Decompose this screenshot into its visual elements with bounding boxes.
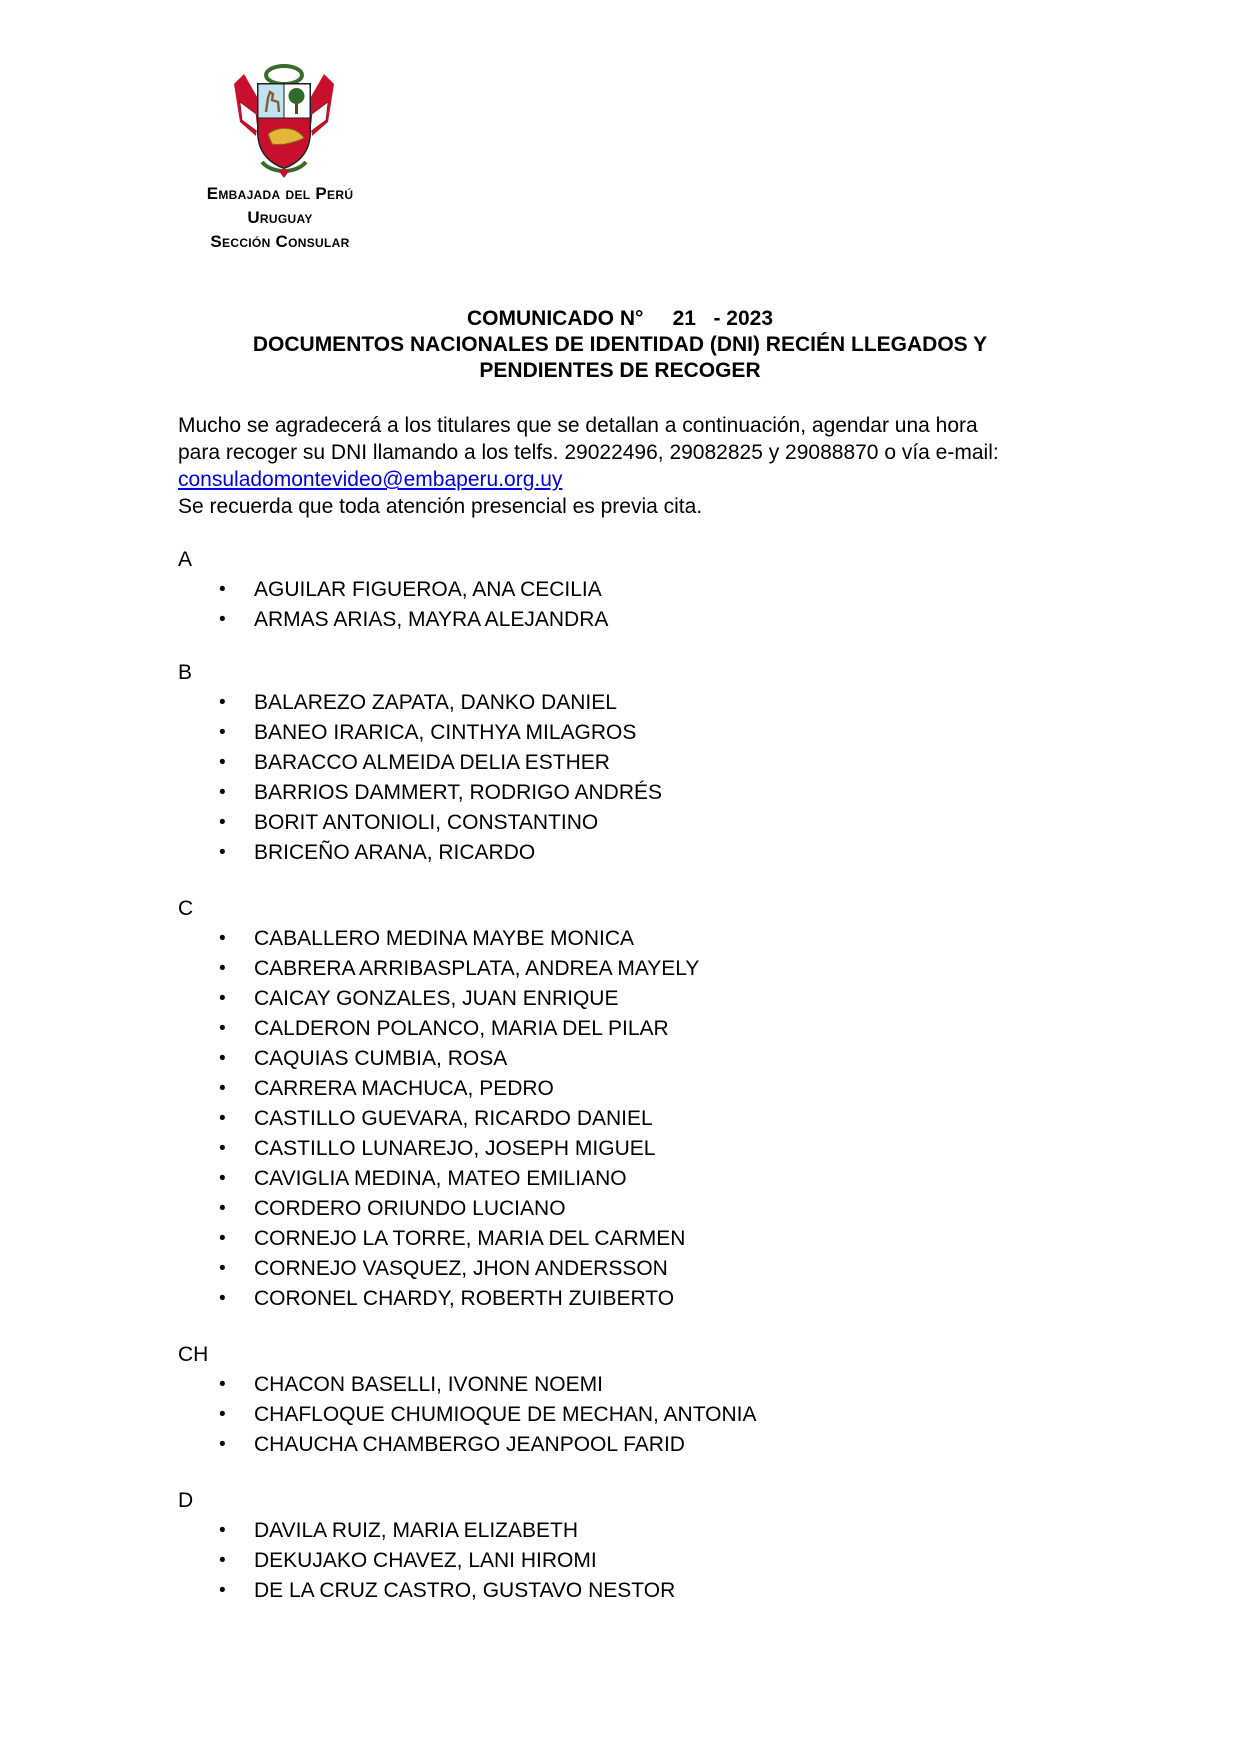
person-name: CASTILLO LUNAREJO, JOSEPH MIGUEL bbox=[254, 1137, 656, 1160]
person-name: CASTILLO GUEVARA, RICARDO DANIEL bbox=[254, 1107, 653, 1130]
bullet-icon: • bbox=[219, 928, 226, 949]
person-name: CAVIGLIA MEDINA, MATEO EMILIANO bbox=[254, 1167, 627, 1190]
bullet-icon: • bbox=[219, 1138, 226, 1159]
list-item bbox=[178, 984, 1078, 1014]
list-item bbox=[178, 1254, 1078, 1284]
bullet-icon: • bbox=[219, 958, 226, 979]
bullet-icon: • bbox=[219, 1198, 226, 1219]
list-item bbox=[178, 1194, 1078, 1224]
list-item bbox=[178, 778, 1078, 808]
person-name: DE LA CRUZ CASTRO, GUSTAVO NESTOR bbox=[254, 1579, 676, 1602]
document-title bbox=[150, 306, 1090, 384]
section-letter: A bbox=[178, 548, 193, 571]
person-name: CAQUIAS CUMBIA, ROSA bbox=[254, 1047, 508, 1070]
person-name: BARRIOS DAMMERT, RODRIGO ANDRÉS bbox=[254, 781, 663, 804]
name-list-items bbox=[178, 1370, 1078, 1460]
person-name: CAICAY GONZALES, JUAN ENRIQUE bbox=[254, 987, 619, 1010]
list-item bbox=[178, 605, 1078, 635]
org-line-embassy: Embajada del Perú bbox=[206, 184, 354, 203]
bullet-icon: • bbox=[219, 692, 226, 713]
comunicado-line bbox=[150, 306, 1090, 332]
list-item bbox=[178, 1164, 1078, 1194]
intro-line-2: para recoger su DNI llamando a los telfs. 29022496, 29082825 y 29088870 o vía e-mail: bbox=[178, 441, 999, 464]
person-name: BALAREZO ZAPATA, DANKO DANIEL bbox=[254, 691, 617, 714]
person-name: CORONEL CHARDY, ROBERTH ZUIBERTO bbox=[254, 1287, 675, 1310]
section-c bbox=[178, 894, 1078, 1314]
bullet-icon: • bbox=[219, 752, 226, 773]
bullet-icon: • bbox=[219, 1374, 226, 1395]
bullet-icon: • bbox=[219, 722, 226, 743]
bullet-icon: • bbox=[219, 1228, 226, 1249]
list-item bbox=[178, 1074, 1078, 1104]
bullet-icon: • bbox=[219, 1288, 226, 1309]
bullet-icon: • bbox=[219, 1520, 226, 1541]
person-name: AGUILAR FIGUEROA, ANA CECILIA bbox=[254, 578, 602, 601]
list-item bbox=[178, 1014, 1078, 1044]
person-name: CABALLERO MEDINA MAYBE MONICA bbox=[254, 927, 635, 950]
section-letter: B bbox=[178, 661, 193, 684]
bullet-icon: • bbox=[219, 1108, 226, 1129]
section-letter: D bbox=[178, 1489, 194, 1512]
person-name: CORDERO ORIUNDO LUCIANO bbox=[254, 1197, 566, 1220]
title-line-3: PENDIENTES DE RECOGER bbox=[479, 359, 761, 382]
list-item bbox=[178, 748, 1078, 778]
list-item bbox=[178, 1284, 1078, 1314]
title-line-2: DOCUMENTOS NACIONALES DE IDENTIDAD (DNI) RECIÉN LLEGADOS Y bbox=[252, 333, 988, 356]
person-name: DEKUJAKO CHAVEZ, LANI HIROMI bbox=[254, 1549, 597, 1572]
bullet-icon: • bbox=[219, 1404, 226, 1425]
person-name: CORNEJO LA TORRE, MARIA DEL CARMEN bbox=[254, 1227, 686, 1250]
section-d bbox=[178, 1486, 1078, 1606]
person-name: CALDERON POLANCO, MARIA DEL PILAR bbox=[254, 1017, 669, 1040]
list-item bbox=[178, 808, 1078, 838]
bullet-icon: • bbox=[219, 1550, 226, 1571]
bullet-icon: • bbox=[219, 1580, 226, 1601]
section-b bbox=[178, 658, 1078, 868]
comunicado-year: - 2023 bbox=[713, 307, 773, 330]
list-item bbox=[178, 575, 1078, 605]
person-name: CHAUCHA CHAMBERGO JEANPOOL FARID bbox=[254, 1433, 685, 1456]
list-item bbox=[178, 954, 1078, 984]
peru-coat-of-arms-icon bbox=[226, 62, 342, 180]
bullet-icon: • bbox=[219, 1078, 226, 1099]
person-name: BARACCO ALMEIDA DELIA ESTHER bbox=[254, 751, 610, 774]
intro-paragraph bbox=[178, 412, 1078, 520]
list-item bbox=[178, 838, 1078, 868]
person-name: CORNEJO VASQUEZ, JHON ANDERSSON bbox=[254, 1257, 668, 1280]
person-name: CARRERA MACHUCA, PEDRO bbox=[254, 1077, 554, 1100]
section-letter: CH bbox=[178, 1343, 209, 1366]
bullet-icon: • bbox=[219, 842, 226, 863]
name-list-items bbox=[178, 924, 1078, 1314]
bullet-icon: • bbox=[219, 1258, 226, 1279]
embassy-header bbox=[160, 182, 400, 254]
list-item bbox=[178, 1546, 1078, 1576]
section-letter: C bbox=[178, 897, 194, 920]
org-line-country: Uruguay bbox=[247, 208, 313, 227]
list-item bbox=[178, 1044, 1078, 1074]
name-list-items bbox=[178, 1516, 1078, 1606]
name-list-items bbox=[178, 688, 1078, 868]
list-item bbox=[178, 924, 1078, 954]
list-item bbox=[178, 1400, 1078, 1430]
person-name: CABRERA ARRIBASPLATA, ANDREA MAYELY bbox=[254, 957, 700, 980]
intro-line-1: Mucho se agradecerá a los titulares que se detallan a continuación, agendar una hora bbox=[178, 414, 978, 437]
person-name: ARMAS ARIAS, MAYRA ALEJANDRA bbox=[254, 608, 609, 631]
bullet-icon: • bbox=[219, 609, 226, 630]
org-line-section: Sección Consular bbox=[210, 232, 350, 251]
list-item bbox=[178, 1576, 1078, 1606]
bullet-icon: • bbox=[219, 579, 226, 600]
list-item bbox=[178, 1134, 1078, 1164]
list-item bbox=[178, 688, 1078, 718]
name-list-items bbox=[178, 575, 1078, 635]
list-item bbox=[178, 1370, 1078, 1400]
bullet-icon: • bbox=[219, 988, 226, 1009]
section-a bbox=[178, 545, 1078, 635]
person-name: CHAFLOQUE CHUMIOQUE DE MECHAN, ANTONIA bbox=[254, 1403, 757, 1426]
intro-line-4: Se recuerda que toda atención presencial es previa cita. bbox=[178, 495, 703, 518]
bullet-icon: • bbox=[219, 812, 226, 833]
list-item bbox=[178, 1430, 1078, 1460]
comunicado-label: COMUNICADO N° bbox=[467, 307, 644, 330]
comunicado-number: 21 bbox=[672, 307, 696, 330]
bullet-icon: • bbox=[219, 1168, 226, 1189]
list-item bbox=[178, 718, 1078, 748]
bullet-icon: • bbox=[219, 1434, 226, 1455]
bullet-icon: • bbox=[219, 1018, 226, 1039]
person-name: BORIT ANTONIOLI, CONSTANTINO bbox=[254, 811, 599, 834]
list-item bbox=[178, 1224, 1078, 1254]
person-name: CHACON BASELLI, IVONNE NOEMI bbox=[254, 1373, 603, 1396]
bullet-icon: • bbox=[219, 1048, 226, 1069]
person-name: BANEO IRARICA, CINTHYA MILAGROS bbox=[254, 721, 637, 744]
list-item bbox=[178, 1516, 1078, 1546]
bullet-icon: • bbox=[219, 782, 226, 803]
person-name: DAVILA RUIZ, MARIA ELIZABETH bbox=[254, 1519, 579, 1542]
list-item bbox=[178, 1104, 1078, 1134]
person-name: BRICEÑO ARANA, RICARDO bbox=[254, 841, 536, 864]
email-link[interactable]: consuladomontevideo@embaperu.org.uy bbox=[178, 468, 563, 491]
section-ch bbox=[178, 1340, 1078, 1460]
